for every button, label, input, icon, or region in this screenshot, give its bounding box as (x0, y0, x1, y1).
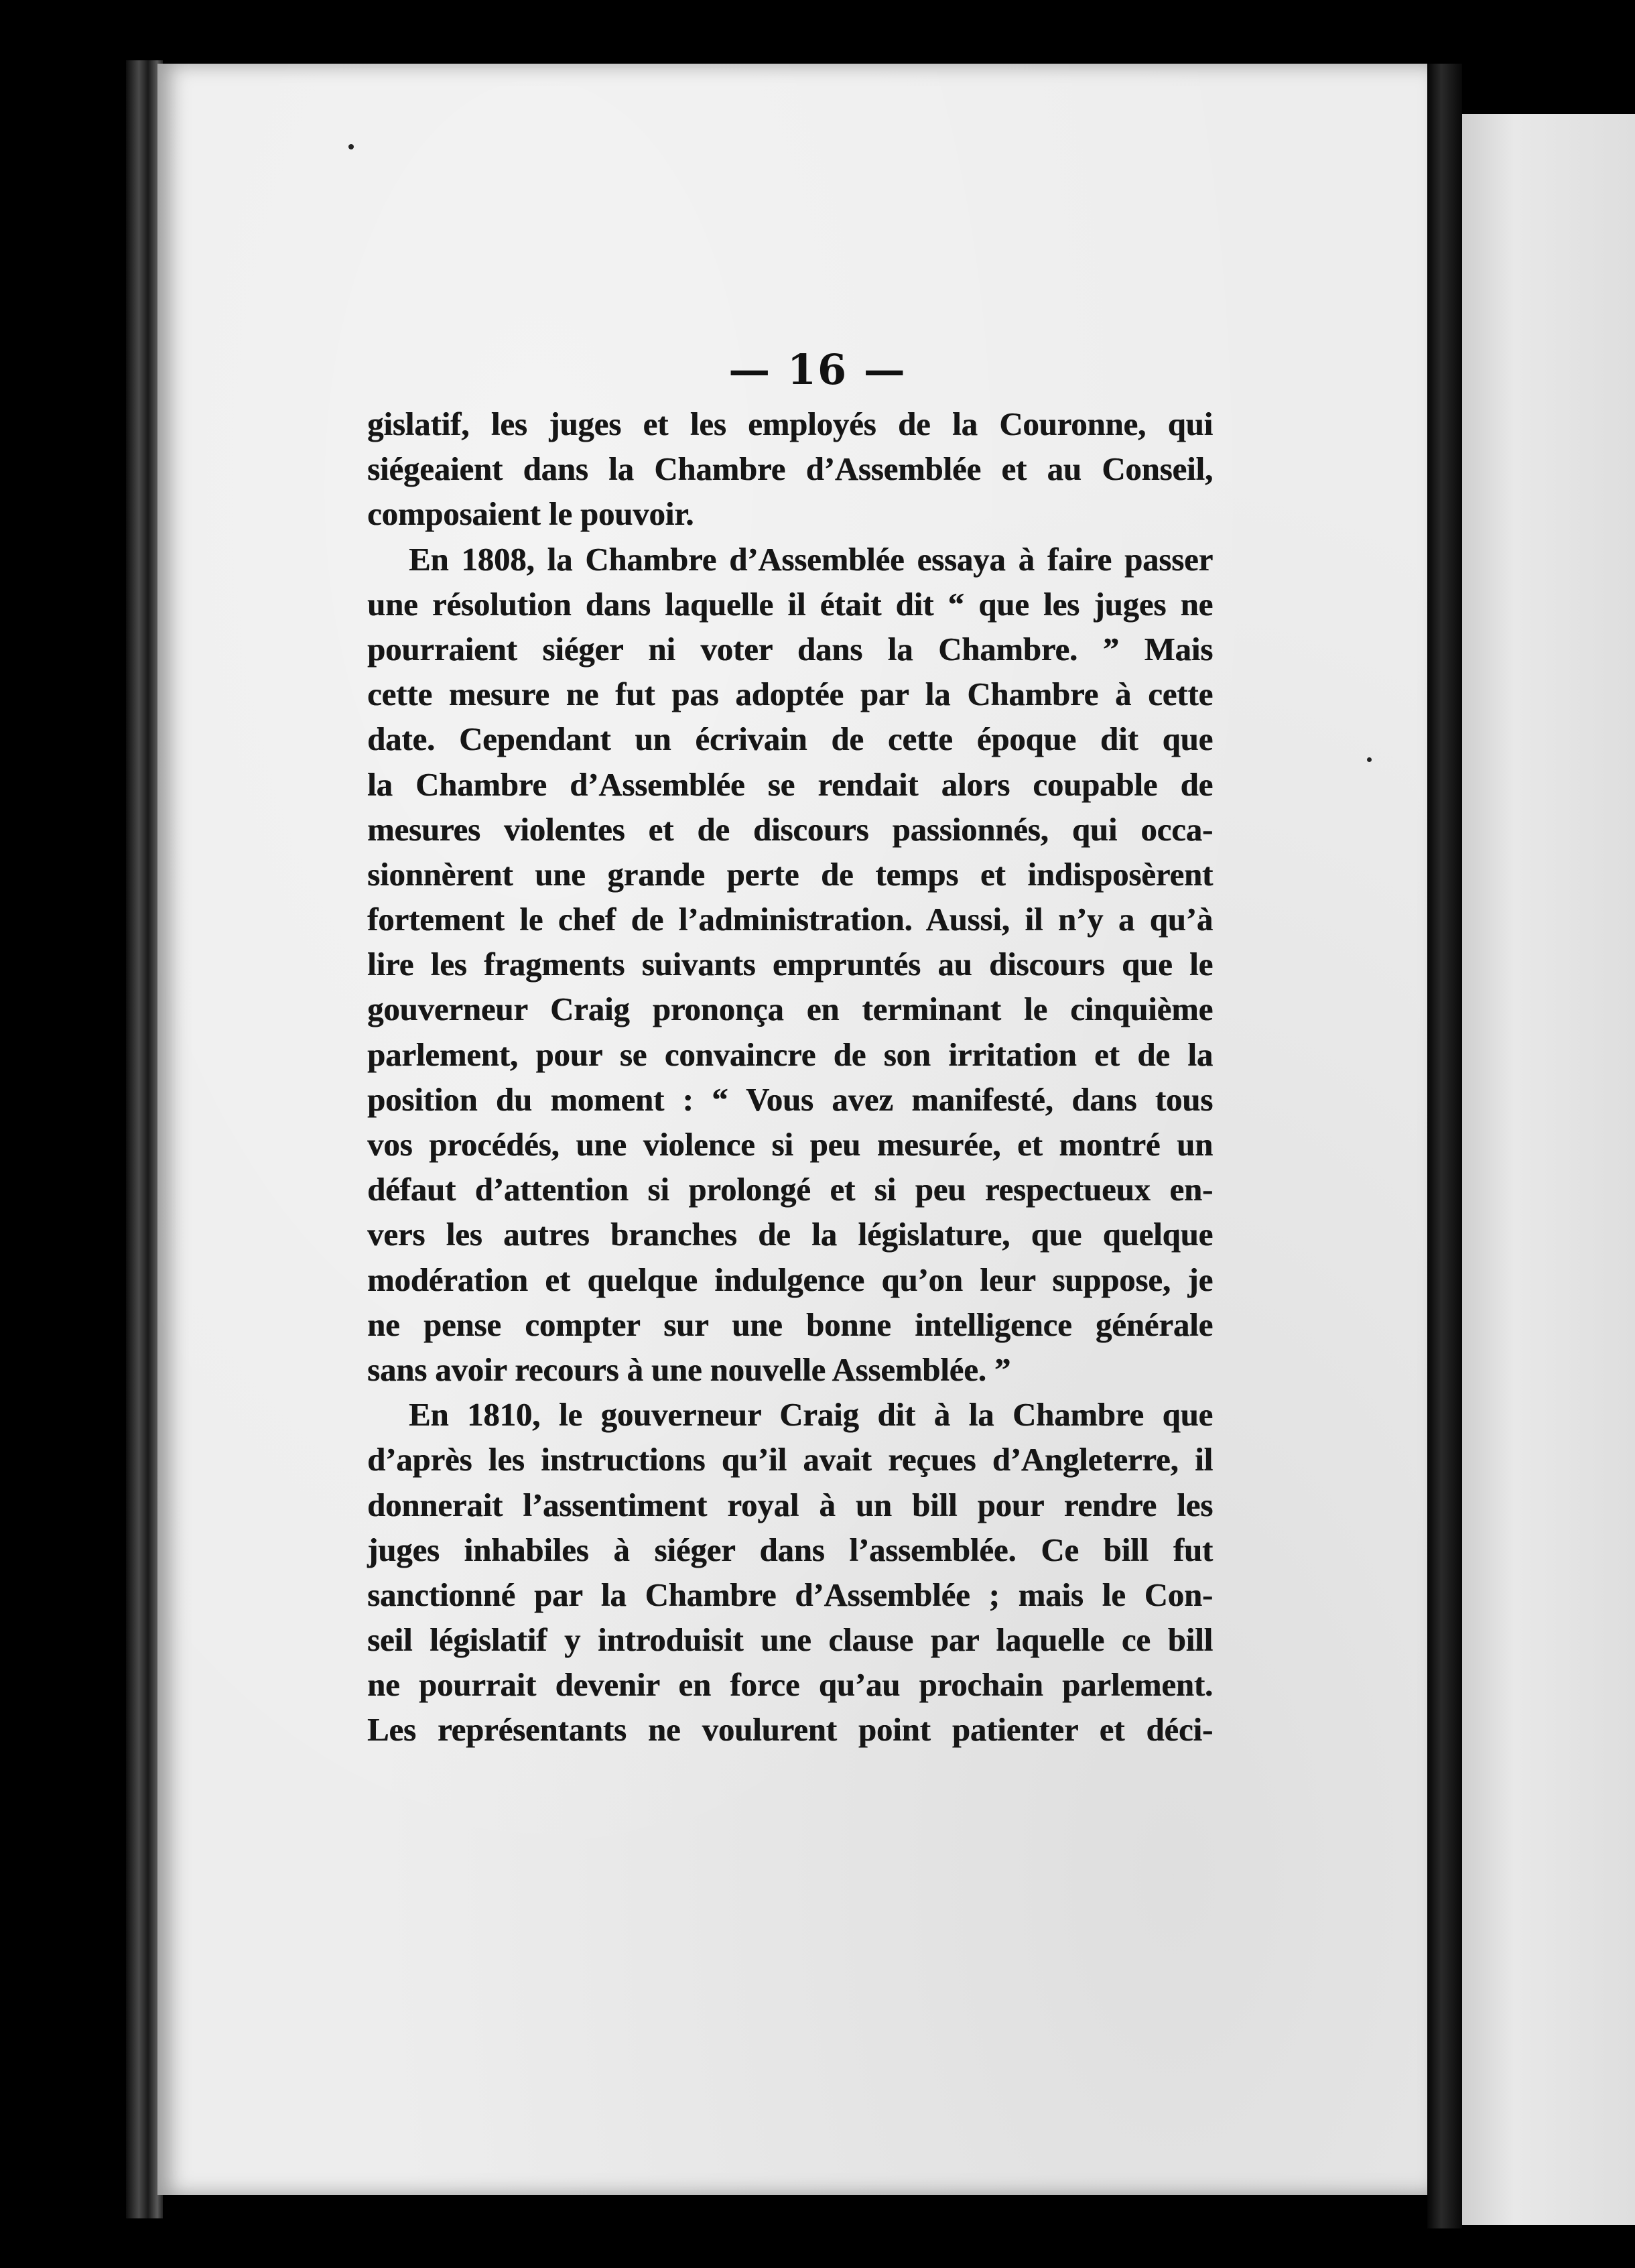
page-number: — 16 — (728, 345, 907, 394)
text-line: En 1810, le gouverneur Craig dit à la Chambre que (409, 1397, 1213, 1434)
text-line: sionnèrent une grande perte de temps et indisposèrent (367, 857, 1213, 893)
ink-speck (348, 144, 354, 149)
text-line: pourraient siéger ni voter dans la Chambre. ” Mais (367, 631, 1213, 668)
text-line: défaut d’attention si prolongé et si peu respectueux en- (367, 1172, 1213, 1208)
text-line: la Chambre d’Assemblée se rendait alors coupable de (367, 767, 1213, 803)
text-line: mesures violentes et de discours passionnés, qui occa- (367, 812, 1213, 848)
text-line: Les représentants ne voulurent point patienter et déci- (367, 1712, 1213, 1749)
text-line: sanctionné par la Chambre d’Assemblée ; mais le Con- (367, 1577, 1213, 1613)
text-line: sans avoir recours à une nouvelle Assemblée. ” (367, 1352, 1011, 1388)
text-line: position du moment : “ Vous avez manifesté, dans tous (367, 1082, 1213, 1118)
text-line: siégeaient dans la Chambre d’Assemblée et au Conseil, (367, 452, 1213, 488)
text-line: ne pense compter sur une bonne intelligence générale (367, 1307, 1213, 1343)
text-line: composaient le pouvoir. (367, 497, 694, 533)
text-line: date. Cependant un écrivain de cette époque dit que (367, 722, 1213, 758)
facing-page-edge (1462, 114, 1635, 2225)
text-line: gislatif, les juges et les employés de la Couronne, qui (367, 407, 1213, 442)
text-line: seil législatif y introduisit une clause par laquelle ce bill (367, 1623, 1213, 1659)
text-line: ne pourrait devenir en force qu’au prochain parlement. (367, 1667, 1213, 1704)
text-line: parlement, pour se convaincre de son irritation et de la (367, 1037, 1213, 1073)
text-line: juges inhabiles à siéger dans l’assemblée. Ce bill fut (367, 1532, 1213, 1568)
text-line: vos procédés, une violence si peu mesurée, et montré un (367, 1127, 1213, 1163)
text-line: gouverneur Craig prononça en terminant le cinquième (367, 992, 1213, 1028)
text-line: vers les autres branches de la législature, que quelque (367, 1217, 1213, 1253)
text-line: fortement le chef de l’administration. Aussi, il n’y a qu’à (367, 902, 1213, 938)
ink-speck (57, 550, 69, 564)
text-line: lire les fragments suivants empruntés au discours que le (367, 947, 1213, 983)
text-line: modération et quelque indulgence qu’on leur suppose, je (367, 1262, 1213, 1298)
text-line: donnerait l’assentiment royal à un bill pour rendre les (367, 1487, 1213, 1523)
text-line: une résolution dans laquelle il était dit “ que les juges ne (367, 586, 1213, 623)
text-line: d’après les instructions qu’il avait reçues d’Angleterre, il (367, 1442, 1213, 1478)
ink-speck (1367, 757, 1372, 762)
text-line: En 1808, la Chambre d’Assemblée essaya à faire passer (409, 542, 1213, 578)
text-line: cette mesure ne fut pas adoptée par la Chambre à cette (367, 677, 1213, 713)
body-text (367, 402, 1213, 1753)
